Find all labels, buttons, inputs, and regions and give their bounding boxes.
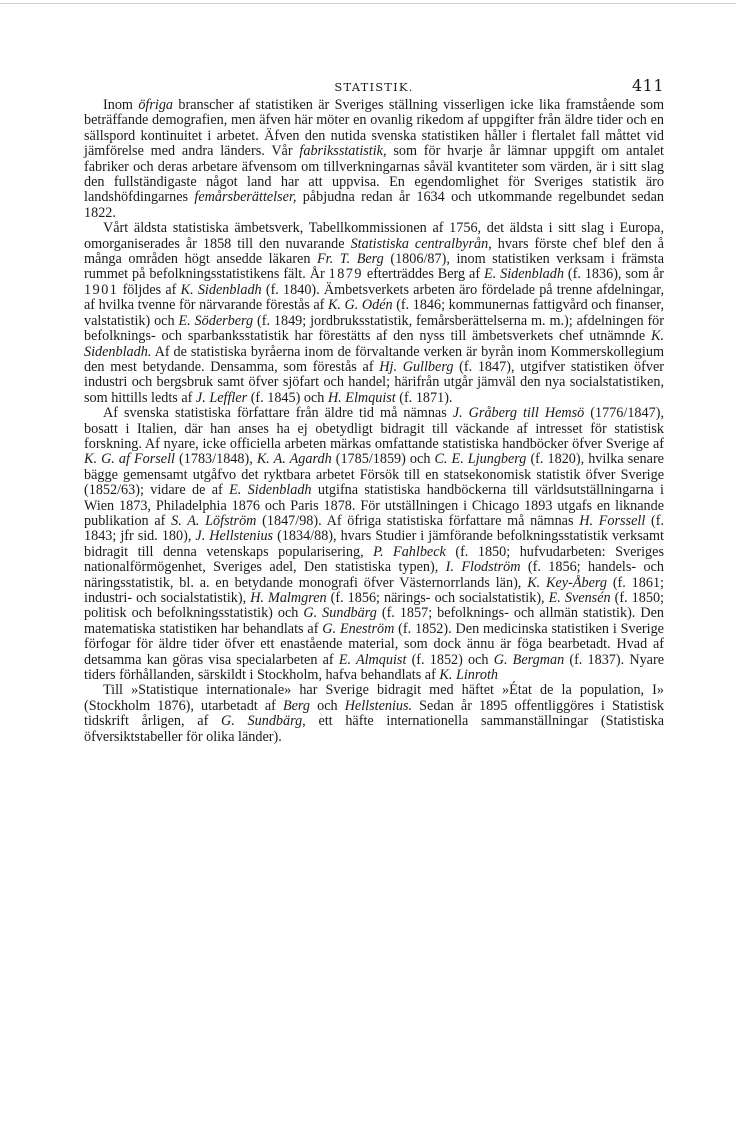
spaced-year: 1879 [328, 266, 363, 283]
italic-term: fabriksstatistik, [299, 143, 387, 160]
person-name: K. Linroth [439, 667, 498, 684]
person-name: E. Sidenbladh [483, 266, 564, 283]
person-name: S. A. Löfström [171, 512, 257, 529]
paragraph-2 [84, 221, 664, 406]
text-run: branscher af statistiken är Sveriges ställning visserligen icke lika framstående som beträffande demografien, men äfven här möter en ovanlig rikedom af uppgifter från äldre tider och en sällspord kontinuitet i arbetet. Äfven den nutida svenska statistiken håller i flertalet fall måttet vid jämförelse med andra länders. Vår [84, 97, 664, 160]
text-run: (1806/87), inom statistiken verksam i främsta rummet på befolkningsstatistikens fält. År [84, 251, 664, 283]
person-name: G. Sundbärg, [221, 713, 306, 730]
running-head: STATISTIK. [334, 80, 414, 94]
text-run: Sedan år 1895 offentliggöres i Statistisk tidskrift årligen, af [84, 697, 664, 730]
text-run: (f. 1846; kommunernas fattigvård och finanser, valstatistik) och [84, 297, 665, 329]
person-name: E. Svensén [548, 590, 611, 606]
text-run: (f. 1843; jfr sid. 180), [84, 512, 664, 545]
person-name: P. Fahlbeck [373, 543, 446, 560]
text-run: (f. 1852). Den medicinska statistiken i Sverige förfogar för äldre tider öfver ett enastående material, som dock ännu är föga bearbetadt. Hvad af detsamma kan göras visa specialarbeten af [84, 620, 664, 668]
text-run: (1834/88), hvars Studier i jämförande befolkningsstatistik verksamt bidragit till denna vetenskaps popularisering, [84, 528, 664, 560]
text-run: Af de statistiska byråerna inom de förvaltande verken är byrån inom Kommerskollegium den mest betydande. Densamma, som förestås af [84, 343, 664, 375]
text-run: (1776/1847), bosatt i Italien, där han anses ha ej obetydligt bidragit till väckande af intresset för statistisk forskning. Af nyare, icke officiella arbeten märkas omfattande statistiska handböcker öfver Sverige af [84, 405, 664, 452]
person-name: J. Hellstenius [195, 528, 274, 545]
spaced-year: 1901 [84, 281, 119, 298]
text-run: (f. 1837). Nyare tiders förhållanden, särskildt i Stockholm, hafva behandlats af [84, 651, 665, 684]
person-name: K. Sidenbladh. [84, 328, 664, 360]
italic-term: öfriga [138, 97, 174, 113]
italic-term: femårsberättelser, [194, 189, 297, 206]
paragraph-3 [84, 406, 664, 683]
person-name: Hellstenius. [344, 697, 413, 714]
top-rule [0, 3, 736, 4]
text-run: (f. 1850; hufvudarbeten: Sveriges nationalförmögenhet, Sveriges adel, Den statistiska typen), [84, 543, 664, 576]
text-run: som för hvarje år lämnar uppgift om antalet fabriker och deras arbetare äfvensom om tillverkningarnas såväl kvantiteter som värden, är i sitt slag den fullständigaste något land har att uppvisa. En egendomlighet för Sveriges statistik äro landshöfdingarnes [84, 143, 664, 206]
person-name: H. Malmgren [250, 590, 327, 606]
text-run: (f. 1840). Ämbetsverkets arbeten äro fördelade på trenne afdelningar, af hvilka tvenne för närvarande förestås af [84, 281, 664, 314]
person-name: Fr. T. Berg [317, 251, 384, 268]
text-run: (f. 1836), som år [563, 266, 664, 283]
person-name: K. Sidenbladh [180, 281, 262, 298]
italic-term: Statistiska centralbyrån, [350, 235, 492, 252]
text-run: (f. 1857; befolknings- och allmän statistik). Den matematiska statistiken har behandlats af [84, 605, 664, 637]
text-run: (f. 1856; handels- och näringsstatistik, bl. a. en betydande monografi öfver Västernorrlands län), [84, 559, 664, 591]
person-name: H. Forssell [579, 512, 646, 529]
page-number: 411 [631, 76, 664, 95]
person-name: G. Eneström [322, 620, 395, 637]
person-name: I. Flodström [445, 559, 521, 576]
person-name: H. Elmquist [327, 389, 396, 406]
text-run: Vårt äldsta statistiska ämbetsverk, Tabellkommissionen af 1756, det äldsta i sitt slag i Europa, omorganiserades år 1858 till den nuvarande [84, 220, 664, 252]
text-run: ett häfte internationella sammanställningar (Statistiska öfversiktstabeller för olika länder). [84, 713, 664, 745]
text-run: Till »Statistique internationale» har Sverige bidragit med häftet »État de la population, I» (Stockholm 1876), utarbetadt af [84, 682, 664, 714]
text-run: (f. 1871). [395, 389, 453, 406]
text-run: (1847/98). Af öfriga statistiska författare må nämnas [256, 512, 580, 529]
text-run: (f. 1847), utgifver statistiken öfver industri och bergsbruk samt öfver sjöfart och handel; härifrån utgår jämväl den nya socialstatistiken, som hittills ledts af [84, 358, 664, 406]
person-name: E. Söderberg [178, 312, 254, 329]
text-run: (f. 1849; jordbruksstatistik, femårsberättelserna m. m.); afdelningen för befolknings- och sparbanksstatistik har förestätts af den nyss till ämbetsverkets chef utnämnde [84, 312, 665, 345]
body-text [84, 98, 664, 745]
person-name: K. Key-Åberg [527, 574, 607, 591]
person-name: K. G. af Forsell [84, 451, 175, 468]
person-name: Hj. Gullberg [379, 358, 454, 375]
text-run: (1785/1859) och [331, 451, 435, 468]
paragraph-4 [84, 683, 664, 745]
person-name: G. Bergman [493, 651, 565, 668]
text-run: utgifna statistiska handböckerna till världsutställningarna i Wien 1873, Philadelphia 1876 och Paris 1878. För utställningen i Chicago 1893 utgafs en liknande publikation af [84, 482, 664, 529]
text-run: och [310, 697, 345, 714]
person-name: K. G. Odén [327, 297, 393, 314]
text-run: (f. 1850; politisk och befolkningsstatistik) och [84, 590, 664, 622]
person-name: K. A. Agardh [256, 451, 332, 468]
person-name: J. Gråberg till Hemsö [452, 405, 585, 422]
person-name: E. Sidenbladh [229, 482, 312, 499]
text-run: (f. 1845) och [247, 389, 328, 406]
paragraph-1 [84, 98, 664, 221]
text-run: efterträddes Berg af [362, 266, 484, 283]
person-name: Berg [282, 697, 311, 714]
text-run: följdes af [118, 281, 181, 298]
text-run: Af svenska statistiska författare från äldre tid må nämnas [103, 405, 453, 422]
text-run: (f. 1856; närings- och socialstatistik), [326, 590, 549, 606]
person-name: E. Almquist [338, 651, 407, 668]
person-name: G. Sundbärg [303, 605, 377, 622]
text-run: (1783/1848), [175, 451, 257, 468]
person-name: C. E. Ljungberg [434, 451, 527, 468]
text-run: (f. 1852) och [406, 651, 494, 668]
text-run: (f. 1820), hvilka senare bägge gemensamt utgåfvo det ryktbara arbetet Försök till en statsekonomisk statistik öfver Sverige (1852/63); vidare de af [84, 451, 664, 499]
text-run: Inom [103, 97, 139, 113]
text-run: påbjudna redan år 1634 och utkommande regelbundet sedan 1822. [84, 189, 664, 221]
text-run: (f. 1861; industri- och socialstatistik), [84, 574, 664, 606]
person-name: J. Leffler [195, 389, 248, 406]
text-run: hvars förste chef blef den å många områden högt ansedde läkaren [84, 235, 664, 268]
